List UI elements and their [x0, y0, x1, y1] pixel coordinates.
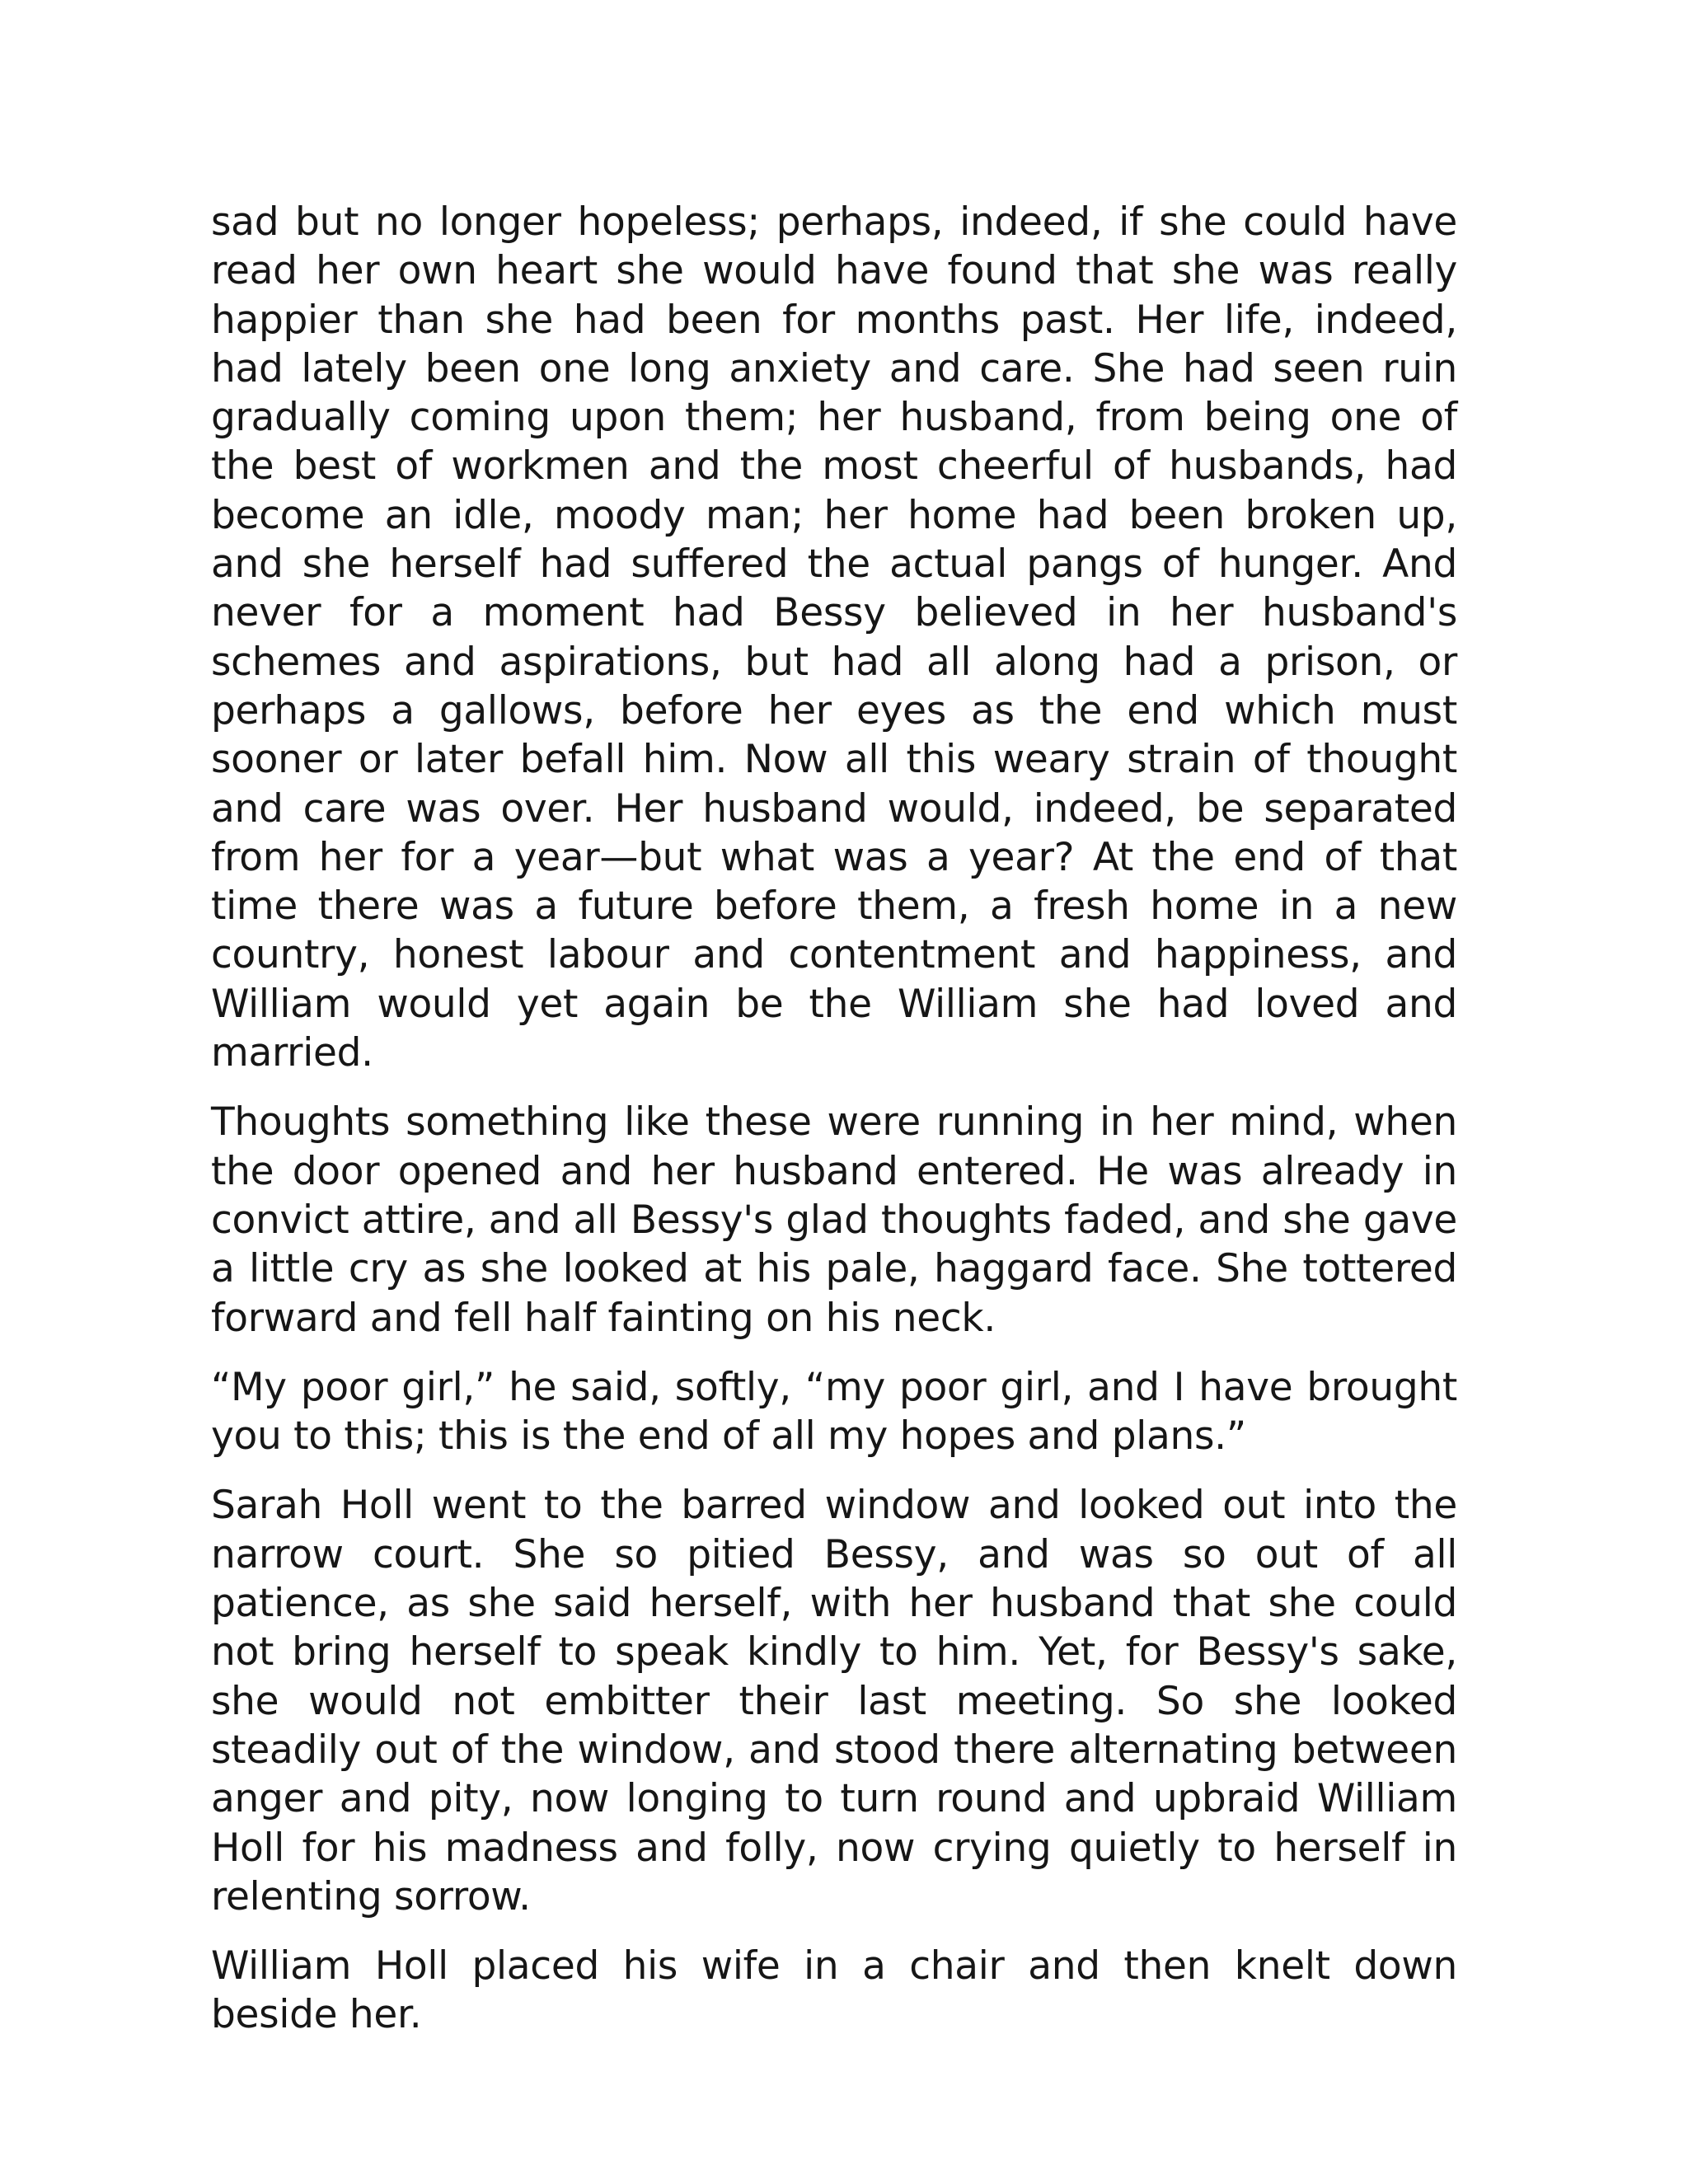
document-page	[211, 198, 1457, 2060]
paragraph-4: Sarah Holl went to the barred window and looked out into the narrow court. She so pitied Bessy, and was so out of all patience, as she said herself, with her husband that she could not bring herself to speak kindly to him. Yet, for Bessy's sake, she would not embitter their last meeting. So she looked steadily out of the window, and stood there alternating between anger and pity, now longing to turn round and upbraid William Holl for his madness and folly, now crying quietly to herself in relenting sorrow.	[211, 1483, 1457, 1919]
paragraph-2: Thoughts something like these were running in her mind, when the door opened and her husband entered. He was already in convict attire, and all Bessy's glad thoughts faded, and she gave a little cry as she looked at his pale, haggard face. She tottered forward and fell half fainting on his neck.	[211, 1099, 1457, 1341]
paragraph-3: “My poor girl,” he said, softly, “my poor girl, and I have brought you to this; this is the end of all my hopes and plans.”	[211, 1364, 1457, 1460]
paragraph-5: William Holl placed his wife in a chair and then knelt down beside her.	[211, 1943, 1457, 2038]
paragraph-1: sad but no longer hopeless; perhaps, indeed, if she could have read her own heart she would have found that she was really happier than she had been for months past. Her life, indeed, had lately been one long anxiety and care. She had seen ruin gradually coming upon them; her husband, from being one of the best of workmen and the most cheerful of husbands, had become an idle, moody man; her home had been broken up, and she herself had suffered the actual pangs of hunger. And never for a moment had Bessy believed in her husband's schemes and aspirations, but had all along had a prison, or perhaps a gallows, before her eyes as the end which must sooner or later befall him. Now all this weary strain of thought and care was over. Her husband would, indeed, be separated from her for a year—but what was a year? At the end of that time there was a future before them, a fresh home in a new country, honest labour and contentment and happiness, and William would yet again be the William she had loved and married.	[211, 199, 1457, 1076]
